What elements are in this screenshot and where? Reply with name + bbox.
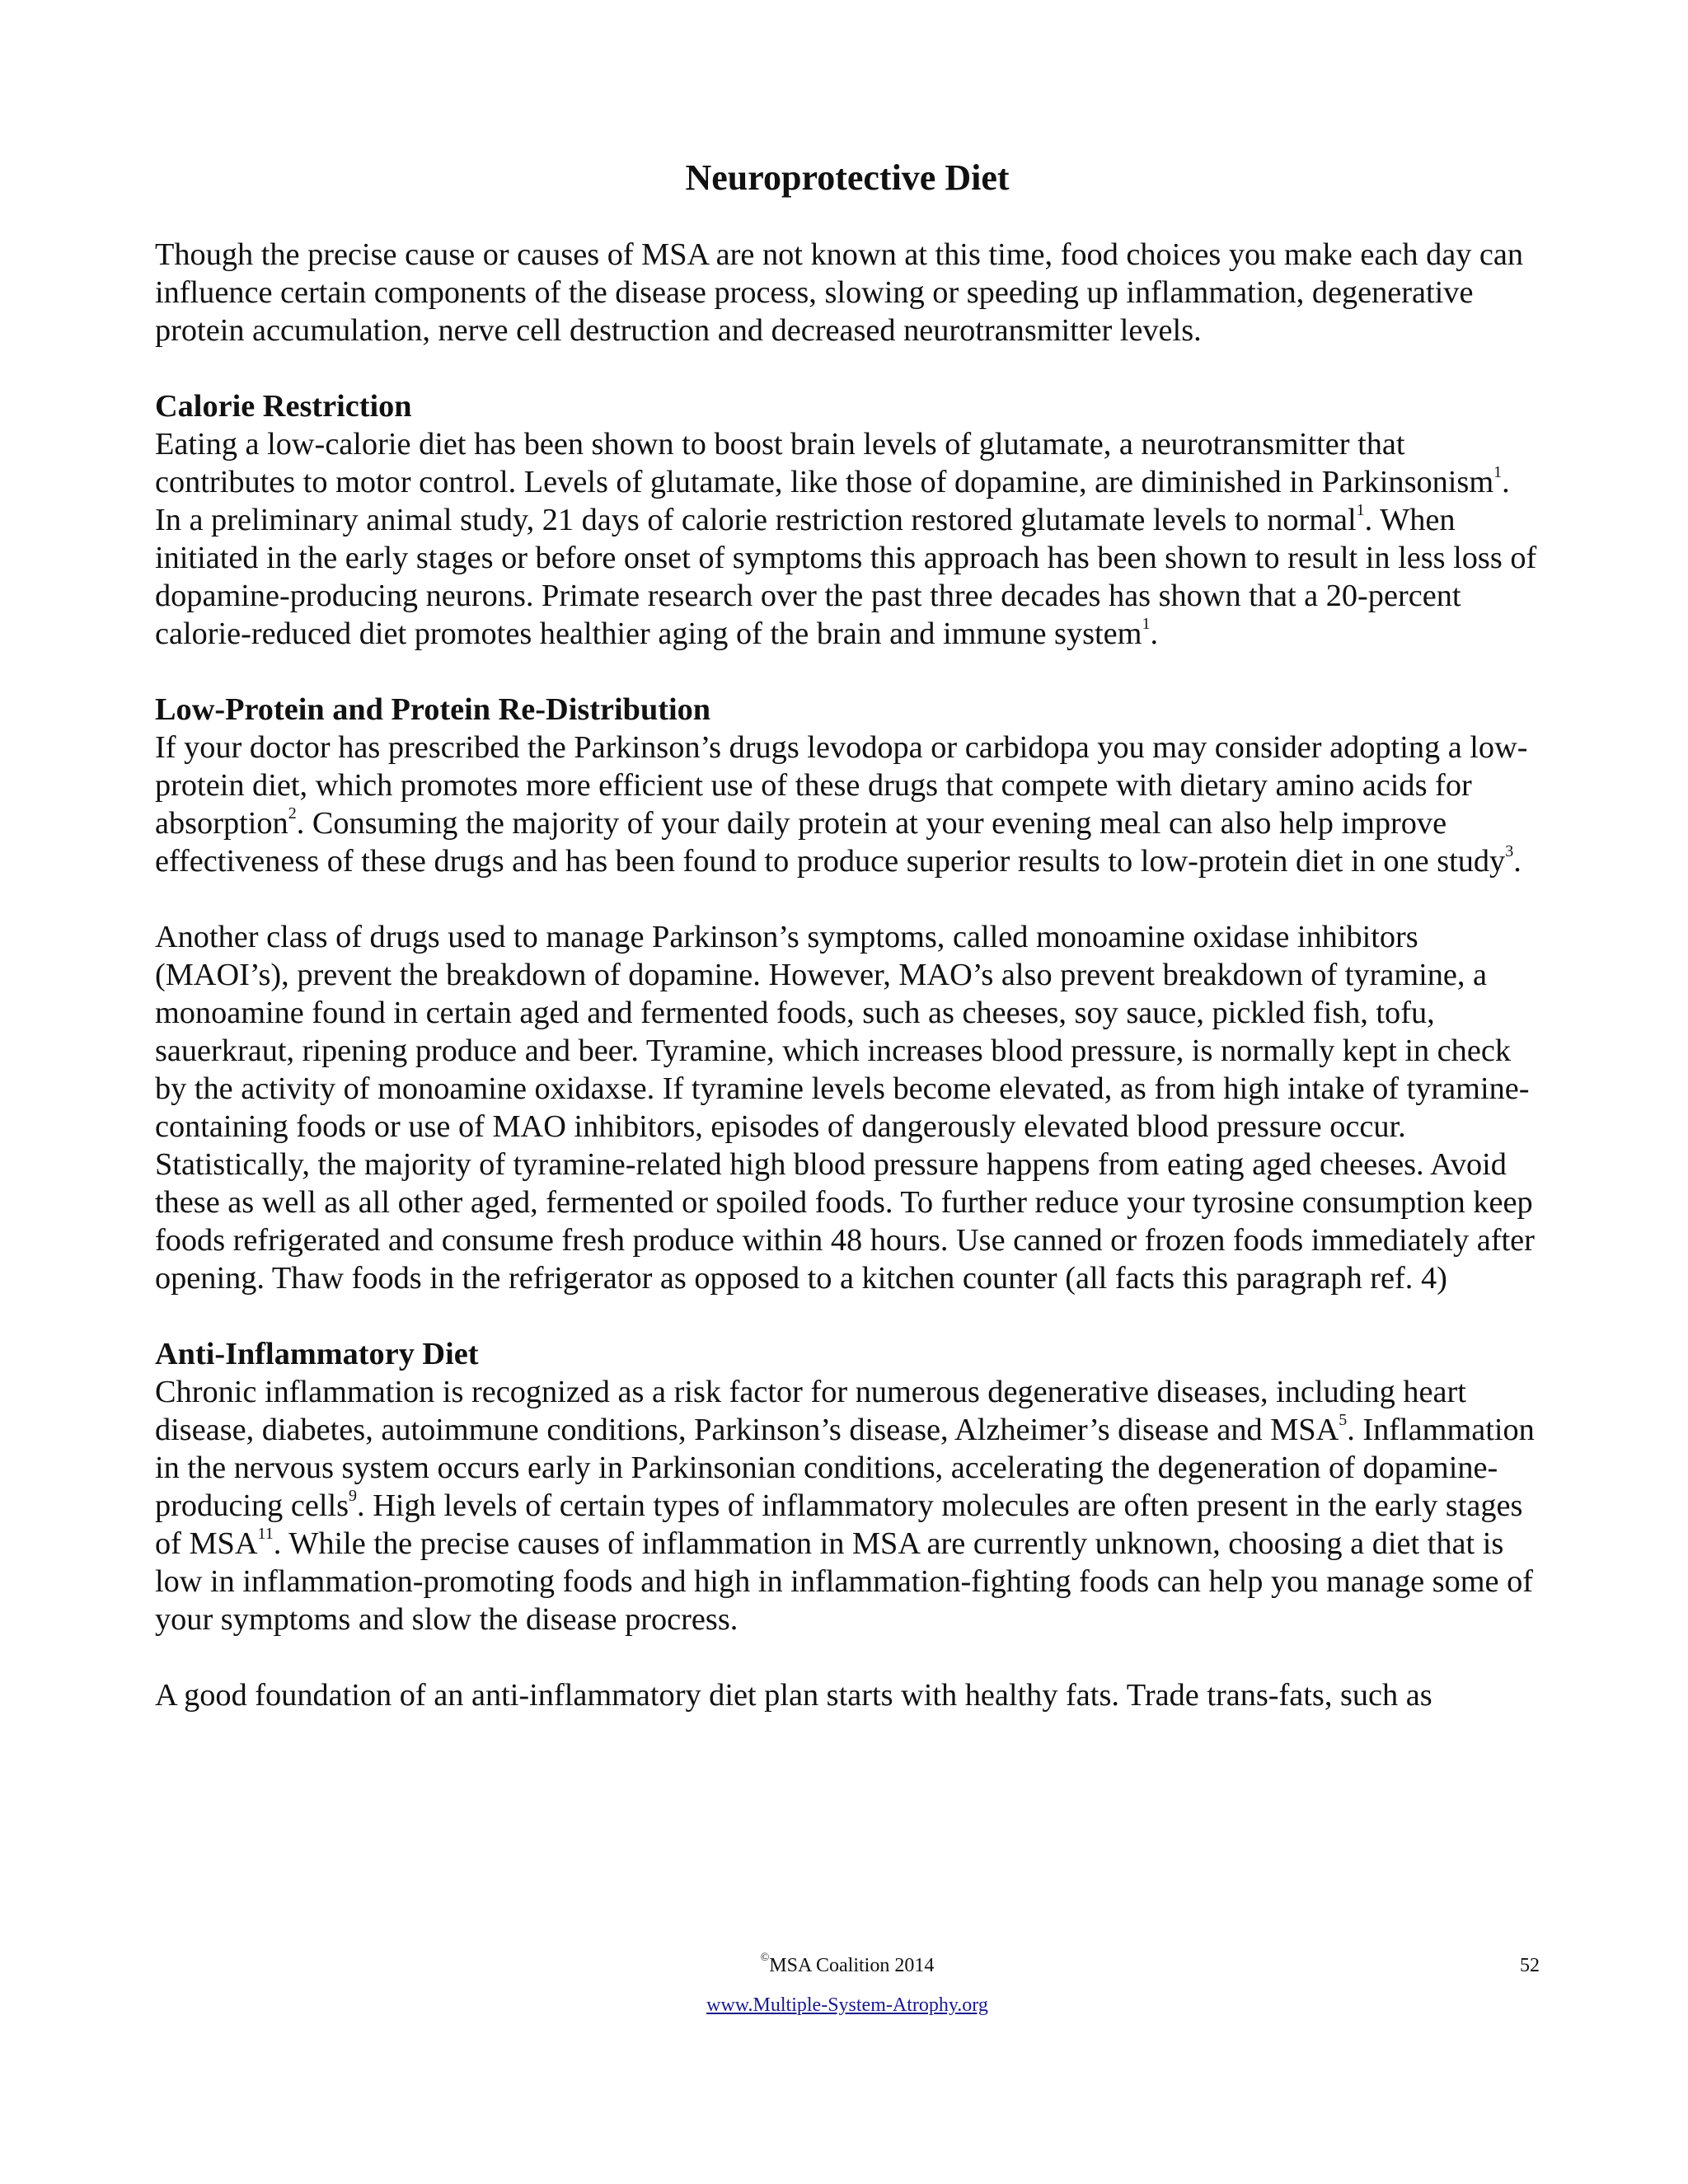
website-link[interactable]: www.Multiple-System-Atrophy.org: [706, 1994, 988, 2016]
citation-superscript: 1: [1356, 501, 1365, 520]
healthy-fats-paragraph: A good foundation of an anti-inflammatory diet plan starts with healthy fats. Trade trans-fats, such as: [155, 1678, 1432, 1713]
citation-superscript: 5: [1339, 1411, 1348, 1430]
copyright-text: MSA Coalition 2014: [769, 1955, 935, 1976]
calorie-text-3: . When initiated in the early stages or before onset of symptoms this approach has been shown to result in less loss of dopamine-producing neurons. Primate research over the past three decades has shown that a 20-percent calorie-reduced diet promotes healthier aging of the brain and immune system: [155, 503, 1537, 651]
anti-inflammatory-section: [155, 1335, 1540, 1638]
section-heading-low-protein: Low-Protein and Protein Re-Distribution: [155, 692, 711, 727]
protein-text-1: If your doctor has prescribed the Parkinson’s drugs levodopa or carbidopa you may consider adopting a low-protein diet, which promotes more efficient use of these drugs that compete with dietary amino acids for absorption: [155, 730, 1528, 841]
page-title: Neuroprotective Diet: [685, 157, 1010, 198]
citation-superscript: 1: [1142, 615, 1151, 634]
citation-superscript: 9: [349, 1487, 358, 1506]
maoi-paragraph: Another class of drugs used to manage Parkinson’s symptoms, called monoamine oxidase inhibitors (MAOI’s), prevent the breakdown of dopamine. However, MAO’s also prevent breakdown of tyramine, a monoamine found in certain aged and fermented foods, such as cheeses, soy sauce, pickled fish, tofu, sauerkraut, ripening produce and beer. Tyramine, which increases blood pressure, is normally kept in check by the activity of monoamine oxidaxse. If tyramine levels become elevated, as from high intake of tyramine-containing foods or use of MAO inhibitors, episodes of dangerously elevated blood pressure occur. Statistically, the majority of tyramine-related high blood pressure happens from eating aged cheeses. Avoid these as well as all other aged, fermented or spoiled foods. To further reduce your tyrosine consumption keep foods refrigerated and consume fresh produce within 48 hours. Use canned or frozen foods immediately after opening. Thaw foods in the refrigerator as opposed to a kitchen counter (all facts this paragraph ref. 4): [155, 920, 1535, 1296]
citation-superscript: 3: [1505, 842, 1514, 861]
citation-superscript: 2: [288, 804, 297, 823]
copyright-notice: [155, 1953, 1540, 1978]
protein-text-2: . Consuming the majority of your daily protein at your evening meal can also help improve effectiveness of these drugs and has been found to produce superior results to low-protein diet in one study: [155, 806, 1506, 879]
inflammatory-text-2: . Inflammation in the nervous system occurs early in Parkinsonian conditions, accelerating the degeneration of dopamine-producing cells: [155, 1413, 1535, 1523]
document-body: [155, 236, 1540, 1752]
low-protein-section: [155, 691, 1540, 880]
protein-text-3: .: [1513, 844, 1522, 879]
citation-superscript: 1: [1493, 463, 1503, 482]
copyright-symbol: ©: [760, 1952, 770, 1964]
calorie-text-1: Eating a low-calorie diet has been shown to boost brain levels of glutamate, a neurotransmitter that contributes to motor control. Levels of glutamate, like those of dopamine, are diminished in Parkinsonism: [155, 427, 1494, 499]
citation-superscript: 11: [257, 1525, 274, 1544]
section-heading-anti-inflammatory: Anti-Inflammatory Diet: [155, 1337, 479, 1371]
inflammatory-text-1: Chronic inflammation is recognized as a risk factor for numerous degenerative diseases, including heart disease, diabetes, autoimmune conditions, Parkinson’s disease, Alzheimer’s disease and MSA: [155, 1375, 1466, 1447]
calorie-restriction-section: [155, 387, 1540, 653]
intro-paragraph: Though the precise cause or causes of MSA are not known at this time, food choices you make each day can influence certain components of the disease process, slowing or speeding up inflammation, degenerative protein accumulation, nerve cell destruction and decreased neurotransmitter levels.: [155, 237, 1524, 348]
calorie-text-4: .: [1150, 616, 1159, 651]
inflammatory-text-3: . High levels of certain types of inflammatory molecules are often present in the early stages of MSA: [155, 1488, 1523, 1561]
section-heading-calorie-restriction: Calorie Restriction: [155, 389, 412, 424]
page-number: 52: [1520, 1955, 1540, 1976]
calorie-text-2: . In a preliminary animal study, 21 days of calorie restriction restored glutamate levels to normal: [155, 465, 1510, 537]
inflammatory-text-4: . While the precise causes of inflammation in MSA are currently unknown, choosing a diet that is low in inflammation-promoting foods and high in inflammation-fighting foods can help you manage some of your symptoms and slow the disease procress.: [155, 1526, 1533, 1637]
